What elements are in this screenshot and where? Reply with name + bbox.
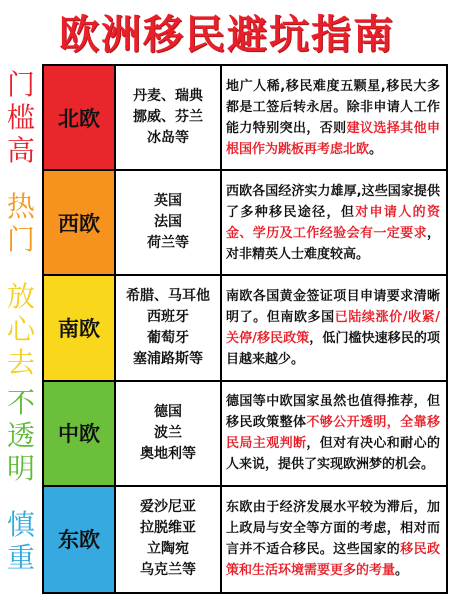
- side-label-char: 门: [6, 223, 35, 256]
- side-label-3: [0, 382, 42, 488]
- description-cell: [222, 382, 446, 487]
- highlight-text: 已陆续涨价/收紧/关停/移民政策: [226, 309, 440, 346]
- description-text: 南欧各国黄金签证项目申请要求清晰明了。但南欧多国: [226, 288, 440, 325]
- side-label-char: 明: [6, 451, 35, 485]
- description-cell: [222, 487, 446, 592]
- side-label-0: [0, 64, 42, 170]
- side-label-char: 槛: [6, 100, 35, 134]
- description-text: 东欧由于经济发展水平较为滞后，加上政局与安全等方面的考虑，相对而言并不适合移民。这些国家的: [226, 500, 440, 558]
- highlight-text: 建议选择其他申根国作为跳板再考虑北欧: [226, 120, 440, 157]
- country-line: 丹麦、瑞典: [133, 88, 203, 105]
- side-label-char: 心: [6, 312, 35, 346]
- country-line: 希腊、马耳他: [126, 287, 210, 304]
- country-line: 挪威、芬兰: [133, 109, 203, 126]
- highlight-text: 移民政策和生活环境需要更多的考量: [226, 542, 440, 579]
- side-label-char: 去: [6, 345, 35, 379]
- country-line: 西班牙: [147, 308, 189, 325]
- side-label-1: [0, 170, 42, 276]
- region-cell: 西欧: [44, 171, 116, 276]
- description-cell: [222, 171, 446, 276]
- country-line: 英国: [154, 193, 182, 210]
- description-text: 德国等中欧国家虽然也值得推荐，但移民政策整体: [226, 394, 440, 431]
- country-line: 葡萄牙: [147, 329, 189, 346]
- highlight-text: 对申请人的资金、学历及工作经验会有一定要求: [226, 204, 440, 241]
- description-text: 西欧各国经济实力雄厚,这些国家提供了多种移民途径，但: [226, 183, 440, 220]
- side-label-char: 重: [6, 541, 35, 574]
- side-label-char: 热: [6, 190, 35, 223]
- description-text: 。: [395, 563, 409, 579]
- description-cell: [222, 66, 446, 171]
- country-line: 塞浦路斯等: [133, 350, 203, 367]
- country-line: 法国: [154, 214, 182, 231]
- country-line: 荷兰等: [147, 235, 189, 252]
- country-line: 冰岛等: [147, 130, 189, 147]
- region-cell: 南欧: [44, 276, 116, 381]
- side-label-char: 高: [6, 133, 35, 167]
- side-label-4: [0, 488, 42, 594]
- country-line: 乌克兰等: [140, 562, 196, 579]
- description-text: ，但对有决心和耐心的人来说，提供了实现欧洲梦的机会。: [226, 436, 440, 473]
- country-line: 立陶宛: [147, 541, 189, 558]
- countries-cell: [116, 487, 222, 592]
- country-line: 德国: [154, 403, 182, 420]
- description-text: ，对非精英人士难度较高。: [226, 225, 440, 262]
- highlight-text: 不够公开透明，全靠移民局主观判断: [226, 415, 440, 452]
- countries-cell: [116, 276, 222, 381]
- description-cell: [222, 276, 446, 381]
- region-cell: 北欧: [44, 66, 116, 171]
- side-label-2: [0, 276, 42, 382]
- side-label-char: 不: [6, 385, 35, 419]
- region-cell: 中欧: [44, 382, 116, 487]
- description-text: ，低门槛快速移民的项目越来越少。: [226, 330, 440, 367]
- page-title: 欧洲移民避坑指南: [59, 11, 395, 58]
- side-label-char: 门: [6, 67, 35, 101]
- side-label-char: 慎: [6, 508, 35, 541]
- country-line: 爱沙尼亚: [140, 499, 196, 516]
- description-text: 。: [369, 141, 383, 157]
- countries-cell: [116, 66, 222, 171]
- country-line: 拉脱维亚: [140, 520, 196, 537]
- countries-cell: [116, 382, 222, 487]
- migration-table: [42, 64, 448, 594]
- country-line: 波兰: [154, 424, 182, 441]
- side-label-char: 放: [6, 279, 35, 313]
- countries-cell: [116, 171, 222, 276]
- side-label-char: 透: [6, 418, 35, 452]
- description-text: 地广人稀,移民难度五颗星,移民大多都是工签后转永居。除非申请人工作能力特别突出，否则: [226, 78, 440, 136]
- country-line: 奥地利等: [140, 445, 196, 462]
- region-cell: 东欧: [44, 487, 116, 592]
